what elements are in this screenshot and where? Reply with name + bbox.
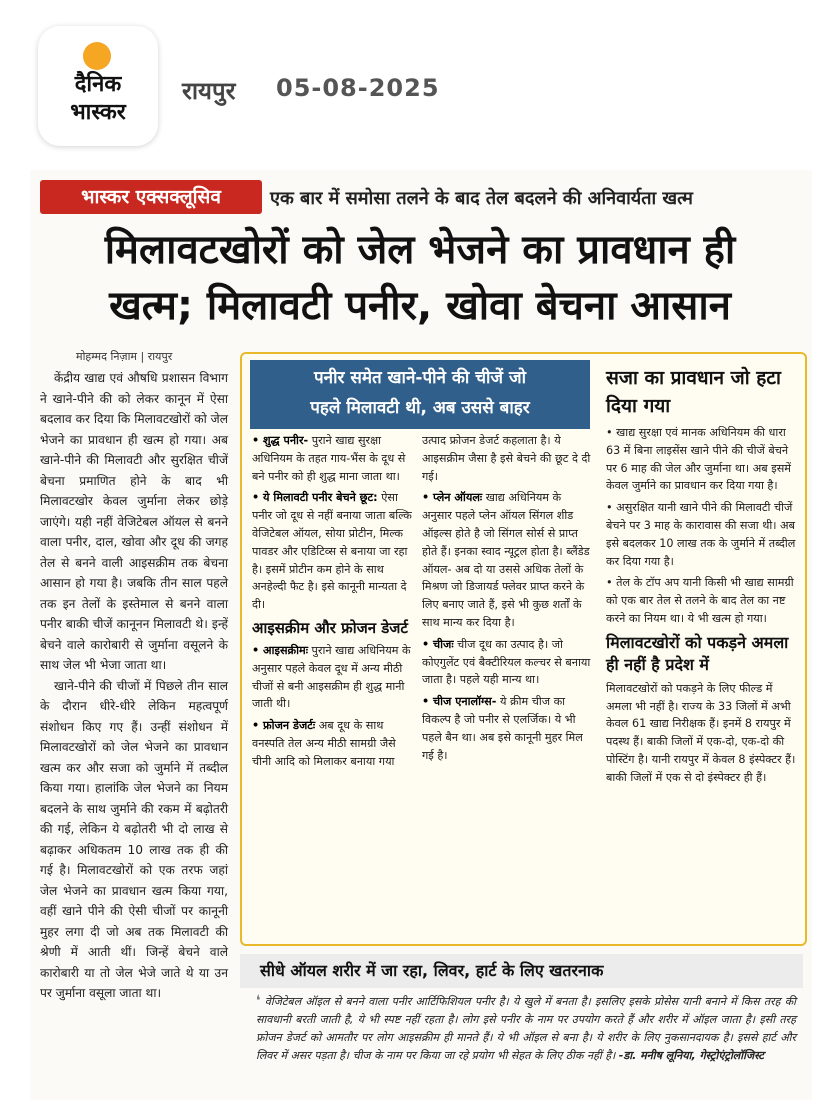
side-box-title: सजा का प्रावधान जो हटा दिया गया bbox=[606, 367, 781, 417]
exclusive-tag: भास्कर एक्सक्लूसिव bbox=[40, 180, 262, 214]
item-text: पुराने खाद्य सुरक्षा अधिनियम के तहत गाय-भैंस के दूध से बने पनीर को ही शुद्ध माना जाता था। bbox=[252, 434, 406, 483]
list-item bbox=[422, 636, 594, 689]
item-text: अब दूध के साथ वनस्पति तेल अन्य मीठी सामग्री जैसे चीनी आदि को मिलाकर बनाया गया bbox=[252, 719, 396, 768]
list-item: • असुरक्षित यानी खाने पीने की मिलावटी चीजें बेचने पर 3 माह के कारावास की सजा थी। अब इसे बदलकर 10 लाख तक के जुर्माने में तब्दील कर दिया गया है। bbox=[606, 501, 796, 568]
info-box-title bbox=[250, 360, 590, 429]
item-text: ये क्रीम चीज का विकल्प है जो पनीर से एलर्जिक। ये भी पहले बैन था। अब इसे कानूनी मुहर मिल गई है। bbox=[422, 695, 583, 762]
list-item bbox=[422, 489, 594, 631]
list-item: मिलावटखोरों को पकड़ने के लिए फील्ड में अमला भी नहीं है। राज्य के 33 जिलों में अभी केवल 61 खाद्य निरीक्षक हैं। इनमें 8 रायपुर में पदस्थ हैं। बाकी जिलों में एक-दो, एक-दो की पोस्टिंग है। यानी रायपुर में केवल 8 इंस्पेक्टर हैं। बाकी जिलों में एक से दो इंस्पेक्टर ही हैं। bbox=[606, 681, 796, 784]
item-text: ऐसा पनीर जो दूध से नहीं बनाया जाता बल्कि वेजिटेबल ऑयल, सोया प्रोटीन, मिल्क पावडर और एडिटिव्स से बनाया जा रहा है। इसमें प्रोटीन कम होने के साथ अनहेल्दी फैट है। इसे कानूनी मान्यता दे दी। bbox=[252, 491, 412, 612]
list-item bbox=[252, 432, 412, 485]
info-box-title-line1: पनीर समेत खाने-पीने की चीजें जो bbox=[314, 368, 526, 388]
info-box-title-line2: पहले मिलावटी थी, अब उससे बाहर bbox=[310, 398, 530, 418]
quote-author: -डा. मनीष लूनिया, गेस्ट्रोएंट्रोलॉजिस्ट bbox=[618, 1049, 764, 1062]
list-item: • खाद्य सुरक्षा एवं मानक अधिनियम की धारा 63 में बिना लाइसेंस खाने पीने की चीजें बेचने पर 6 माह की जेल और जुर्माना था। अब इसमें केवल जुर्माने का प्रावधान कर दिया गया है। bbox=[606, 426, 791, 493]
item-lead: • फ्रोजन डेजर्टः bbox=[252, 719, 316, 733]
headline-line1: मिलावटखोरों को जेल भेजने का प्रावधान ही bbox=[104, 227, 736, 273]
item-lead: • शुद्ध पनीर- bbox=[252, 434, 309, 447]
list-item bbox=[422, 693, 594, 764]
dainik-bhaskar-logo[interactable] bbox=[38, 26, 158, 146]
kicker-text: एक बार में समोसा तलने के बाद तेल बदलने की अनिवार्यता खत्म bbox=[270, 188, 693, 209]
headline-line2: खत्म; मिलावटी पनीर, खोवा बेचना आसान bbox=[109, 283, 731, 329]
info-box-column-1 bbox=[252, 432, 412, 775]
info-box-column-3 bbox=[606, 424, 796, 791]
sun-logo-icon bbox=[83, 42, 111, 70]
edition-date: 05-08-2025 bbox=[276, 74, 440, 102]
section-subheading: आइसक्रीम और फ्रोजन डेजर्ट bbox=[252, 618, 408, 637]
item-lead: • प्लेन ऑयलः bbox=[422, 491, 483, 505]
item-lead: • आइसक्रीमः bbox=[252, 643, 308, 657]
list-item: • तेल के टॉप अप यानी किसी भी खाद्य सामग्री को एक बार तेल से तलने के बाद तेल का नष्ट करने का नियम था। ये भी खत्म हो गया। bbox=[606, 576, 794, 625]
list-item bbox=[252, 489, 412, 614]
item-lead: • चीज एनालॉग्स- bbox=[422, 695, 497, 709]
logo-text-line2: भास्कर bbox=[70, 100, 126, 125]
bottom-section-title: सीधे ऑयल शरीर में जा रहा, लिवर, हार्ट के लिए खतरनाक bbox=[240, 954, 803, 988]
article-body-left bbox=[40, 368, 228, 1004]
body-paragraph-1: केंद्रीय खाद्य एवं औषधि प्रशासन विभाग ने खाने-पीने की को लेकर कानून में ऐसा बदलाव कर दिया कि मिलावटखोरों को जेल भेजने का प्रावधान ही खत्म हो गया। अब खाने-पीने की मिलावटी और सुरक्षित चीजें बेचना प्रमाणित होने के बाद भी मिलावटखोर केवल जुर्माना लेकर छोड़े जाएंगे। यही नहीं वेजिटेबल ऑयल से बनने वाला पनीर, दाल, खोवा और दूध की जगह तेल से बनने वाली आइसक्रीम तक बेचना आसान हो गया है। जबकि तीन साल पहले तक इन तेलों के इस्तेमाल से बनने वाला पनीर बाकी चीजें कानूनन मिलावटी थे। इन्हें बेचने वाले कारोबारी से जुर्माना वसूलने के साथ जेल भी भेजा जाता था। bbox=[40, 371, 228, 672]
item-text: पुराने खाद्य अधिनियम के अनुसार पहले केवल दूध में अन्य मीठी चीजों से बनी आइसक्रीम ही शुद्ध मानी जाती थी। bbox=[252, 643, 411, 711]
headline bbox=[40, 222, 800, 334]
body-paragraph-2: खाने-पीने की चीजों में पिछले तीन साल के दौरान धीरे-धीरे लेकिन महत्वपूर्ण संशोधन किए गए हैं। उन्हीं संशोधन में मिलावटखोरों को जेल भेजने का प्रावधान खत्म कर और सजा को जुर्माने में तब्दील किया गया। हालांकि जेल भेजने का नियम बदलने के साथ जुर्माने की रकम में बढ़ोतरी की गई, लेकिन ये बढ़ोतरी भी दो लाख से बढ़ाकर अधिकतम 10 लाख तक ही की गई है। मिलावटखोरों को एक तरफ जहां जेल भेजने का प्रावधान खत्म किया गया, वहीं खाने पीने की ऐसी चीजों पर कानूनी मुहर लगा दी जो अब तक मिलावटी की श्रेणी में आती थीं। जिन्हें बेचने वाले कारोबारी या तो जेल भेजे जाते थे या उन पर जुर्माना वसूला जाता था। bbox=[40, 678, 228, 1000]
list-item bbox=[252, 717, 412, 770]
item-text: उत्पाद फ्रोजन डेजर्ट कहलाता है। ये आइसक्रीम जैसा है इसे बेचने की छूट दे दी गई। bbox=[422, 434, 591, 483]
app-header bbox=[0, 0, 826, 170]
side-subheading: मिलावटखोरों को पकड़ने अमला ही नहीं है प्रदेश में bbox=[606, 632, 789, 674]
item-lead: • ये मिलावटी पनीर बेचने छूट: bbox=[252, 491, 378, 505]
quote-icon: ❛ bbox=[256, 993, 261, 1009]
item-lead: • चीजः bbox=[422, 637, 454, 651]
byline: मोहम्मद निज़ाम | रायपुर bbox=[76, 350, 173, 363]
item-text: खाद्य अधिनियम के अनुसार पहले प्लेन ऑयल सिंगल शीड ऑइल्स होते है जो सिंगल सोर्स से प्राप्त होते हैं। इनका स्वाद न्यूट्रल होता है। ब्लैंडेड ऑयल- अब दो या उससे अधिक तेलों के मिश्रण जो डिजायर्ड फ्लेवर प्राप्त करने के लिए बनाए जाते हैं, इसे भी कुछ शर्तों के साथ मान्य कर दिया है। bbox=[422, 491, 590, 629]
item-text: चीज दूध का उत्पाद है। जो कोएगुलेंट एवं बैक्टीरियल कल्चर से बनाया जाता है। पहले यही मान्य था। bbox=[422, 637, 591, 687]
logo-text-line1: दैनिक bbox=[74, 72, 122, 97]
expert-quote bbox=[256, 992, 796, 1065]
info-box-column-2 bbox=[422, 432, 594, 768]
edition-city: रायपुर bbox=[182, 77, 236, 105]
quote-text: वेजिटेबल ऑइल से बनने वाला पनीर आर्टिफिशियल पनीर है। ये खुले में बनता है। इसलिए इसके प्रोसेस यानी बनाने में किस तरह की सावधानी बरती जाती है, ये भी स्पष्ट नहीं रहता है। लोग इसे पनीर के नाम पर उपयोग करते हैं और शरीर में ऑइल जाता है। इसी तरह फ्रोजन डेजर्ट को आमतौर पर लोग आइसक्रीम ही मानते हैं। ये भी ऑइल से बना है। ये शरीर के लिए नुकसानदायक है। इससे हार्ट और लिवर में असर पड़ता है। चीज के नाम पर किया जा रहे प्रयोग भी सेहत के लिए ठीक नहीं है। bbox=[256, 995, 797, 1062]
list-item bbox=[252, 642, 412, 713]
